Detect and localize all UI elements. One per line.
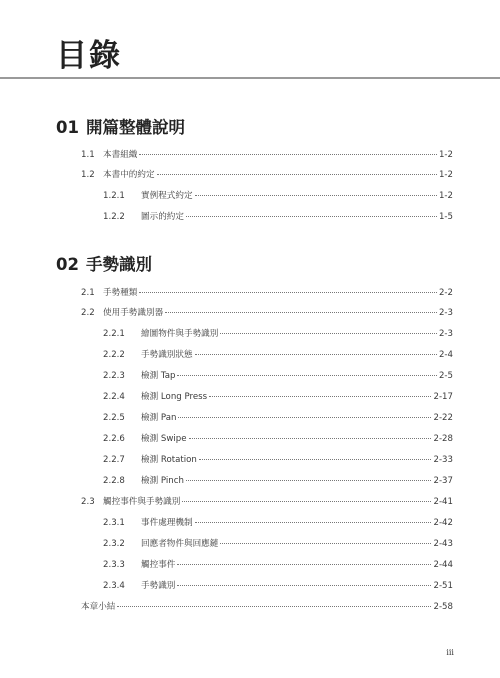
section-title: 本書中的約定 xyxy=(103,170,155,180)
toc-entry-2-2-3[interactable] xyxy=(103,370,453,382)
title-divider xyxy=(0,77,500,79)
toc-entry-2-3-2[interactable] xyxy=(103,538,453,550)
leader-dots xyxy=(186,215,437,217)
chapter-number: 02 xyxy=(56,255,79,274)
section-number: 1.2.1 xyxy=(103,191,125,201)
page-number: 2-43 xyxy=(433,539,453,549)
page-number: 2-3 xyxy=(438,308,453,318)
leader-dots xyxy=(139,153,437,155)
page-title: 目錄 xyxy=(56,38,122,74)
section-number: 2.3.3 xyxy=(103,560,125,570)
section-number: 2.2.2 xyxy=(103,350,125,360)
toc-entry-2-2[interactable] xyxy=(81,307,453,319)
page-number: 2-51 xyxy=(433,581,453,591)
section-number: 2.2.8 xyxy=(103,476,125,486)
page-number: 2-44 xyxy=(433,560,453,570)
toc-entry-2-2-5[interactable] xyxy=(103,412,453,424)
leader-dots xyxy=(177,584,431,586)
section-number: 1.1 xyxy=(81,150,95,160)
toc-entry-2-3-4[interactable] xyxy=(103,580,453,592)
toc-entry-2-2-1[interactable] xyxy=(103,328,453,340)
section-title: 繪圖物件與手勢識別 xyxy=(141,329,219,339)
section-title: 檢測 Swipe xyxy=(141,434,187,444)
leader-dots xyxy=(177,374,436,376)
page-number: 1-2 xyxy=(438,170,453,180)
section-title: 使用手勢識別器 xyxy=(103,308,164,318)
chapter-title: 手勢識別 xyxy=(86,255,152,274)
section-title: 檢測 Pan xyxy=(141,413,177,423)
page-number: 1-2 xyxy=(438,191,453,201)
page-number: 2-28 xyxy=(433,434,453,444)
leader-dots xyxy=(195,194,437,196)
leader-dots xyxy=(209,395,431,397)
page-number: 2-37 xyxy=(433,476,453,486)
leader-dots xyxy=(178,416,431,418)
page-number: 2-41 xyxy=(433,497,453,507)
toc-entry-chapter-summary[interactable] xyxy=(81,601,453,613)
leader-dots xyxy=(195,353,437,355)
page-number: 2-3 xyxy=(438,329,453,339)
toc-entry-2-1[interactable] xyxy=(81,287,453,299)
section-title: 手勢種類 xyxy=(103,288,138,298)
section-title: 本章小結 xyxy=(81,602,116,612)
toc-entry-2-3[interactable] xyxy=(81,496,453,508)
page-number: 2-33 xyxy=(433,455,453,465)
toc-entry-2-2-4[interactable] xyxy=(103,391,453,403)
section-number: 2.2.7 xyxy=(103,455,125,465)
section-title: 檢測 Tap xyxy=(141,371,176,381)
page-number: 2-22 xyxy=(433,413,453,423)
section-title: 圖示的約定 xyxy=(141,212,184,222)
section-title: 回應者物件與回應鏈 xyxy=(141,539,219,549)
toc-entry-2-2-7[interactable] xyxy=(103,454,453,466)
section-number: 1.2 xyxy=(81,170,95,180)
section-number: 2.2.1 xyxy=(103,329,125,339)
section-number: 2.3.1 xyxy=(103,518,125,528)
leader-dots xyxy=(182,500,431,502)
toc-entry-1-2-2[interactable] xyxy=(103,211,453,223)
page-number: 2-4 xyxy=(438,350,453,360)
leader-dots xyxy=(199,458,432,460)
leader-dots xyxy=(177,563,431,565)
section-number: 2.3 xyxy=(81,497,95,507)
section-number: 2.2.4 xyxy=(103,392,125,402)
toc-entry-2-2-8[interactable] xyxy=(103,475,453,487)
section-title: 本書組織 xyxy=(103,150,138,160)
section-title: 檢測 Pinch xyxy=(141,476,184,486)
leader-dots xyxy=(165,311,437,313)
leader-dots xyxy=(117,605,431,607)
page-number: 2-5 xyxy=(438,371,453,381)
section-number: 2.2.6 xyxy=(103,434,125,444)
toc-entry-2-2-2[interactable] xyxy=(103,349,453,361)
toc-entry-1-2[interactable] xyxy=(81,169,453,181)
section-title: 實例程式約定 xyxy=(141,191,193,201)
leader-dots xyxy=(186,479,432,481)
chapter-heading-01 xyxy=(56,117,185,139)
section-number: 1.2.2 xyxy=(103,212,125,222)
leader-dots xyxy=(189,437,432,439)
page-number: 2-42 xyxy=(433,518,453,528)
leader-dots xyxy=(220,542,431,544)
leader-dots xyxy=(220,332,437,334)
chapter-title: 開篇整體說明 xyxy=(86,118,185,137)
page-number: 1-5 xyxy=(438,212,453,222)
chapter-heading-02 xyxy=(56,254,152,276)
toc-entry-1-1[interactable] xyxy=(81,149,453,161)
section-title: 手勢識別狀態 xyxy=(141,350,193,360)
section-title: 手勢識別 xyxy=(141,581,176,591)
page-folio: iii xyxy=(446,648,454,657)
page-number: 2-58 xyxy=(433,602,453,612)
section-title: 觸控事件與手勢識別 xyxy=(103,497,181,507)
section-number: 2.3.4 xyxy=(103,581,125,591)
section-title: 檢測 Long Press xyxy=(141,392,208,402)
toc-entry-2-3-3[interactable] xyxy=(103,559,453,571)
leader-dots xyxy=(139,291,437,293)
leader-dots xyxy=(195,521,432,523)
section-title: 觸控事件 xyxy=(141,560,176,570)
leader-dots xyxy=(157,173,437,175)
page-number: 2-17 xyxy=(433,392,453,402)
toc-entry-1-2-1[interactable] xyxy=(103,190,453,202)
toc-entry-2-3-1[interactable] xyxy=(103,517,453,529)
section-number: 2.2.5 xyxy=(103,413,125,423)
section-number: 2.1 xyxy=(81,288,95,298)
section-number: 2.2.3 xyxy=(103,371,125,381)
toc-entry-2-2-6[interactable] xyxy=(103,433,453,445)
chapter-number: 01 xyxy=(56,118,79,137)
page-number: 1-2 xyxy=(438,150,453,160)
page-number: 2-2 xyxy=(438,288,453,298)
section-number: 2.2 xyxy=(81,308,95,318)
section-number: 2.3.2 xyxy=(103,539,125,549)
section-title: 檢測 Rotation xyxy=(141,455,197,465)
section-title: 事件處理機制 xyxy=(141,518,193,528)
